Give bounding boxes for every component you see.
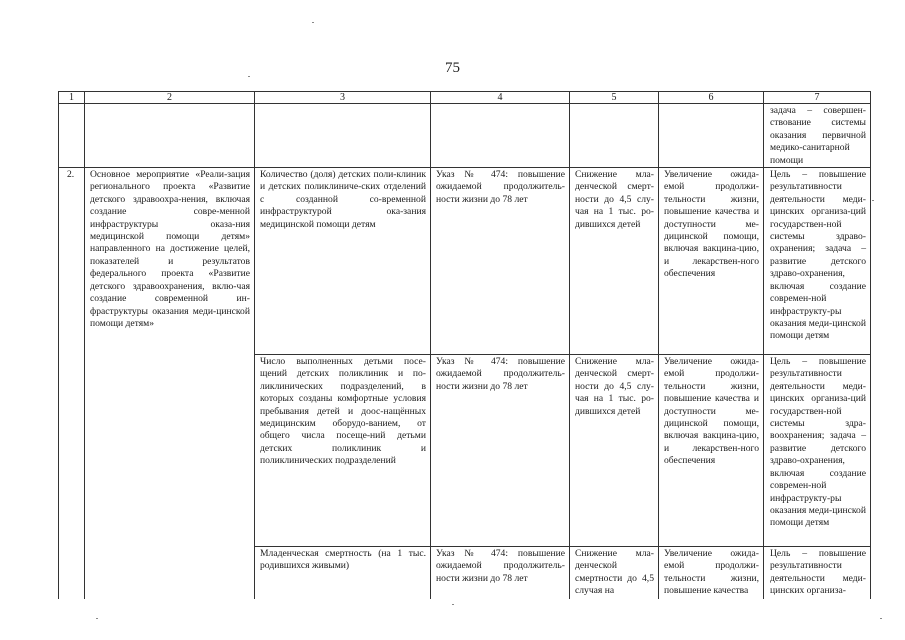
row-number: 2. xyxy=(59,168,85,599)
scan-speck xyxy=(312,22,314,23)
decree-cell: Указ № 474: повышение ожидаемой продолжитель-ности жизни до 78 лет xyxy=(431,355,570,547)
measures-table xyxy=(58,91,871,599)
scan-speck xyxy=(872,200,874,201)
indicator-cell: Количество (доля) детских поли-клиник и детских поликлиниче-ских отделений с созданной со-временной инфраструктурой ока-зания медицинской помощи детям xyxy=(255,168,431,355)
table-cell xyxy=(570,104,659,168)
table-cell xyxy=(659,104,764,168)
column-number-5: 5 xyxy=(570,92,659,104)
column-number-6: 6 xyxy=(659,92,764,104)
scan-speck xyxy=(248,76,250,77)
indicator-cell: Младенческая смертность (на 1 тыс. родившихся живыми) xyxy=(255,547,431,599)
table-row xyxy=(59,168,871,355)
table-cell xyxy=(255,104,431,168)
column-number-7: 7 xyxy=(764,92,871,104)
scan-speck xyxy=(96,618,98,619)
table-header-row xyxy=(59,92,871,104)
scan-speck xyxy=(452,604,454,605)
page-number: 75 xyxy=(445,60,460,76)
effect-cell: Увеличение ожида-емой продолжи-тельности жизни, повышение качества xyxy=(659,547,764,599)
decree-cell: Указ № 474: повышение ожидаемой продолжитель-ности жизни до 78 лет xyxy=(431,547,570,599)
column-number-4: 4 xyxy=(431,92,570,104)
goal-cell: Цель – повышение результативности деятельности меди-цинских организа-ций государствен-ной системы здра-воохранения; задача – развитие детского здраво-охранения, включая создание современ-ной инфраструкту-ры оказания меди-цинской помощи детям xyxy=(764,355,871,547)
task-cell: задача – совершен-ствование системы оказания первичной медико-санитарной помощи xyxy=(764,104,871,168)
indicator-cell: Число выполненных детьми посе-щений детских поликлиник и по-ликлинических подразделений, в которых созданы комфортные условия пребывания детей и доос-нащённых медицинским оборудо-ванием, от общего числа посеще-ний детьми детских поликлиник и поликлинических подразделений xyxy=(255,355,431,547)
target-cell: Снижение мла-денческой смерт-ности до 4,5 слу-чая на 1 тыс. ро-дившихся детей xyxy=(570,355,659,547)
continuation-row xyxy=(59,104,871,168)
target-cell: Снижение мла-денческой смертности до 4,5 случая на xyxy=(570,547,659,599)
column-number-1: 1 xyxy=(59,92,85,104)
table-cell xyxy=(431,104,570,168)
table-cell xyxy=(59,104,85,168)
goal-cell: Цель – повышение результативности деятельности меди-цинских организа-ций государствен-ной системы здраво-охранения; задача – развитие детского здраво-охранения, включая создание современ-ной инфраструкту-ры оказания меди-цинской помощи детям xyxy=(764,168,871,355)
column-number-3: 3 xyxy=(255,92,431,104)
column-number-2: 2 xyxy=(85,92,255,104)
table-cell xyxy=(85,104,255,168)
decree-cell: Указ № 474: повышение ожидаемой продолжитель-ности жизни до 78 лет xyxy=(431,168,570,355)
scan-speck xyxy=(880,618,882,619)
effect-cell: Увеличение ожида-емой продолжи-тельности жизни, повышение качества и доступности ме-дицинской помощи, включая вакцина-цию, и лекарствен-ного обеспечения xyxy=(659,355,764,547)
main-event-cell: Основное мероприятие «Реали-зация регионального проекта «Развитие детского здравоохра-нения, включая создание совре-менной инфраструктуры оказа-ния медицинской помощи детям» направленного на достижение целей, показателей и результатов федерального проекта «Развитие детского здравоохранения, вклю-чая создание современной ин-фраструктуры оказания меди-цинской помощи детям» xyxy=(85,168,255,599)
effect-cell: Увеличение ожида-емой продолжи-тельности жизни, повышение качества и доступности ме-дицинской помощи, включая вакцина-цию, и лекарствен-ного обеспечения xyxy=(659,168,764,355)
target-cell: Снижение мла-денческой смерт-ности до 4,5 слу-чая на 1 тыс. ро-дившихся детей xyxy=(570,168,659,355)
goal-cell: Цель – повышение результативности деятельности меди-цинских организа- xyxy=(764,547,871,599)
